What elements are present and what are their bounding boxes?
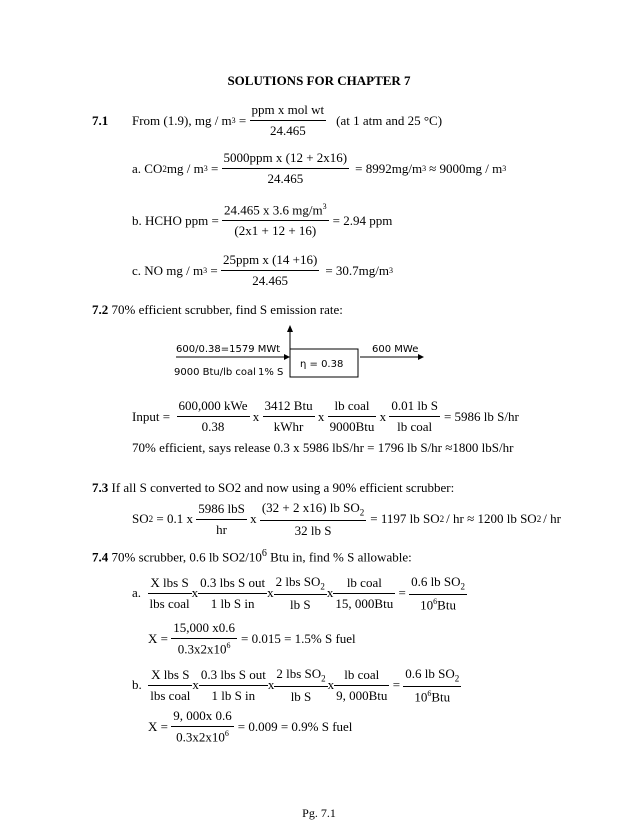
problem-7-3-header: 7.3 If all S converted to SO2 and now using a 90% efficient scrubber:	[92, 480, 455, 495]
problem-7-4-header: 7.4 70% scrubber, 0.6 lb $SO2/10^6$ Btu in, find % S allowable:	[92, 548, 412, 565]
problem-7-2-input-eq: Input = $\frac{\text{600,000 kWe}}{0.38}$ x $\frac{\text{3412 Btu}}{\text{kWhr}}$ x $\frac{\text{lb coal}}{\text{9000Btu}}$ x $\frac{\text{0.01 lb S}}{\text{lb coal}}$ = 5986 lb S/hr	[132, 398, 519, 434]
page-number: Pg. 7.1	[302, 806, 336, 820]
fraction: $\frac{\text{ppm x mol wt}}{24.465}$	[251, 102, 325, 138]
problem-7-1a: a. CO 2 mg / m 3 = $\frac{\text{5000ppm x (12 + 2x16)}}{24.465}$ = 8992mg/m 3 ≈ 9000mg / m 3	[132, 150, 507, 186]
page-title: SOLUTIONS FOR CHAPTER 7	[227, 73, 411, 88]
problem-7-3-eq: SO 2 = 0.1 x $\frac{\text{5986 lbS}}{hr}$ x $\frac{(32 + 2 x16) lb SO_2}{\text{32 lb S}}$ = 1197 lb SO 2 / hr ≈ 1200 lb SO 2 / hr	[132, 500, 561, 538]
problem-7-4b: b. $\frac{\text{X lbs S}}{\text{lbs coal}}$ x $\frac{\text{0.3 lbs S out}}{\text{1 lb S in}}$ x $\frac{2 lbs SO_2}{\text{lb S}}$ x $\frac{\text{lb coal}}{\text{9, 000Btu}}$ = $\frac{0.6 lb SO_2}{10^6Btu}$	[132, 666, 460, 704]
up-arrow-icon	[287, 325, 293, 332]
right-arrow-icon	[418, 354, 424, 360]
problem-7-4a: a. $\frac{\text{X lbs S}}{\text{lbs coal}}$ x $\frac{\text{0.3 lbs S out}}{\text{1 lb S in}}$ x $\frac{2 lbs SO_2}{\text{lb S}}$ x $\frac{\text{lb coal}}{\text{15, 000Btu}}$ = $\frac{0.6 lb SO_2}{10^6Btu}$	[132, 574, 466, 612]
problem-7-4a-result: X = $\frac{15,000 x0.6}{0.3x2x10^6}$ = 0.015 = 1.5% S fuel	[148, 620, 356, 657]
diagram-efficiency: η = 0.38	[300, 359, 344, 370]
problem-7-1c: c. NO mg / m 3 = $\frac{\text{25ppm x (14 +16)}}{24.465}$ = 30.7mg/m 3	[132, 252, 394, 288]
diagram-input-2: 9000 Btu/lb coal	[174, 367, 256, 378]
problem-7-1-header: 7.1 From (1.9), mg / m 3 = $\frac{\text{ppm x mol wt}}{24.465}$ (at 1 atm and 25 °C)	[92, 102, 443, 138]
problem-7-1b: b. HCHO ppm = $\frac{24.465 x 3.6 mg/m^3}{(2x1 + 12 + 16)}$ = 2.94 ppm	[132, 202, 393, 239]
diagram-input-3: 1% S	[258, 367, 284, 378]
scrubber-diagram	[160, 322, 430, 392]
right-arrow-icon	[284, 354, 290, 360]
problem-7-4b-result: X = $\frac{9, 000x 0.6}{0.3x2x10^6}$ = 0.009 = 0.9% S fuel	[148, 708, 353, 745]
diagram-input-1: 600/0.38=1579 MWt	[176, 344, 281, 355]
problem-7-2-header: 7.2 70% efficient scrubber, find S emission rate:	[92, 302, 343, 317]
problem-7-2-release: 70% efficient, says release 0.3 x 5986 lbS/hr = 1796 lb S/hr ≈1800 lbS/hr	[132, 440, 514, 455]
diagram-output: 600 MWe	[372, 344, 419, 355]
